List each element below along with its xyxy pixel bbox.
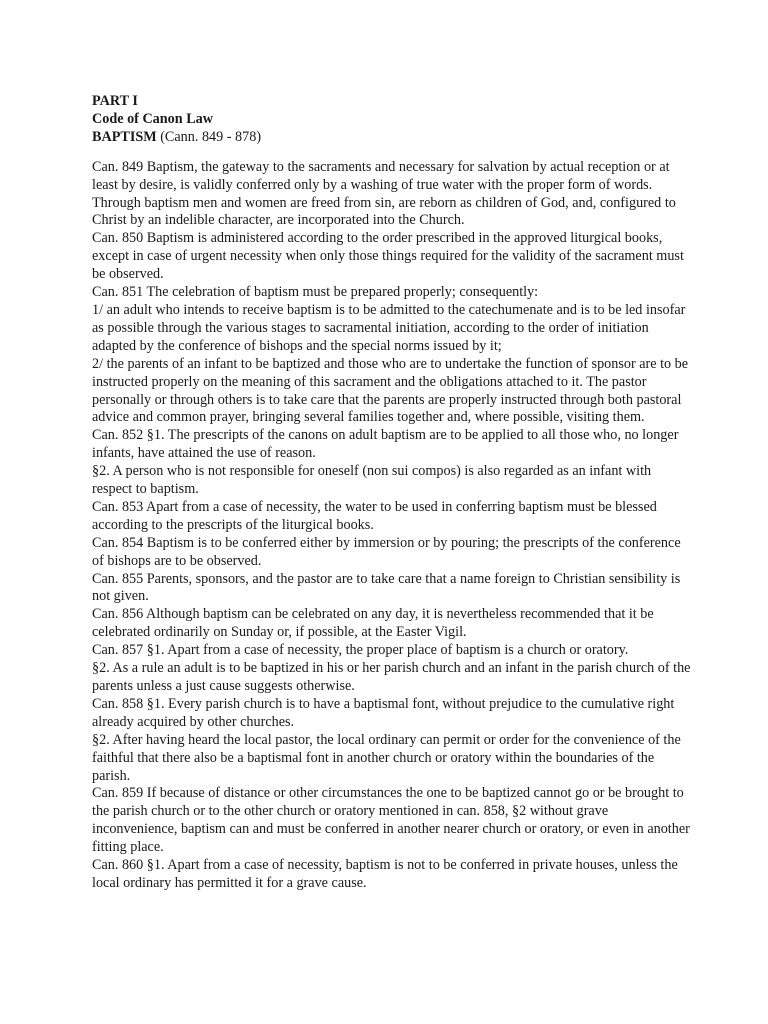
canon-858-section-1: Can. 858 §1. Every parish church is to have a baptismal font, without prejudice to the cumulative right already acquired by other churches. [92, 695, 675, 730]
canon-857-section-1: Can. 857 §1. Apart from a case of necessity, the proper place of baptism is a church or oratory. [92, 642, 629, 659]
canon-856: Can. 856 Although baptism can be celebrated on any day, it is nevertheless recommended that it be celebrated ordinarily on Sunday or, if possible, at the Easter Vigil. [92, 606, 654, 641]
document-body [92, 159, 692, 893]
canon-858-section-2: §2. After having heard the local pastor, the local ordinary can permit or order for the convenience of the faithful that there also be a baptismal font in another church or oratory within the boundaries of the parish. [92, 731, 681, 784]
canon-851: Can. 851 The celebration of baptism must be prepared properly; consequently: [92, 284, 539, 301]
canon-855: Can. 855 Parents, sponsors, and the pastor are to take care that a name foreign to Christian sensibility is not given. [92, 570, 681, 605]
code-heading: Code of Canon Law [92, 110, 214, 127]
canon-859: Can. 859 If because of distance or other circumstances the one to be baptized cannot go or be brought to the parish church or to the other church or oratory mentioned in can. 858, §2 without grave inconvenience, baptism can and must be conferred in another nearer church or oratory, or even in another fitting place. [92, 785, 690, 856]
document-page [92, 93, 692, 893]
section-title: BAPTISM [92, 128, 157, 145]
canon-852-section-1: Can. 852 §1. The prescripts of the canons on adult baptism are to be applied to all those who, no longer infants, have attained the use of reason. [92, 427, 679, 462]
canon-852-section-2: §2. A person who is not responsible for oneself (non sui compos) is also regarded as an infant with respect to baptism. [92, 463, 652, 498]
canon-850: Can. 850 Baptism is administered according to the order prescribed in the approved liturgical books, except in case of urgent necessity when only those things required for the validity of the sacrament must be observed. [92, 230, 684, 283]
canon-849: Can. 849 Baptism, the gateway to the sacraments and necessary for salvation by actual reception or at least by desire, is validly conferred only by a washing of true water with the proper form of words. Through baptism men and women are freed from sin, are reborn as children of God, and, configured to Christ by an indelible character, are incorporated into the Church. [92, 158, 676, 229]
section-range: (Cann. 849 - 878) [160, 128, 262, 145]
canon-854: Can. 854 Baptism is to be conferred either by immersion or by pouring; the prescripts of the conference of bishops are to be observed. [92, 534, 681, 569]
part-heading: PART I [92, 93, 138, 109]
canon-851-item-1: 1/ an adult who intends to receive baptism is to be admitted to the catechumenate and is to be led insofar as possible through the various stages to sacramental initiation, according to the order of initiation adapted by the conference of bishops and the special norms issued by it; [92, 301, 686, 354]
canon-857-section-2: §2. As a rule an adult is to be baptized in his or her parish church and an infant in the parish church of the parents unless a just cause suggests otherwise. [92, 660, 691, 694]
document-header [92, 93, 692, 147]
canon-851-item-2: 2/ the parents of an infant to be baptized and those who are to undertake the function of sponsor are to be instructed properly on the meaning of this sacrament and the obligations attached to it. The pastor personally or through others is to take care that the parents are properly instructed through both pastoral advice and common prayer, bringing several families together and, where possible, visiting them. [92, 355, 689, 426]
section-heading [92, 129, 692, 147]
canon-853: Can. 853 Apart from a case of necessity, the water to be used in conferring baptism must be blessed according to the prescripts of the liturgical books. [92, 498, 657, 533]
canon-860-section-1: Can. 860 §1. Apart from a case of necessity, baptism is not to be conferred in private houses, unless the local ordinary has permitted it for a grave cause. [92, 857, 678, 891]
